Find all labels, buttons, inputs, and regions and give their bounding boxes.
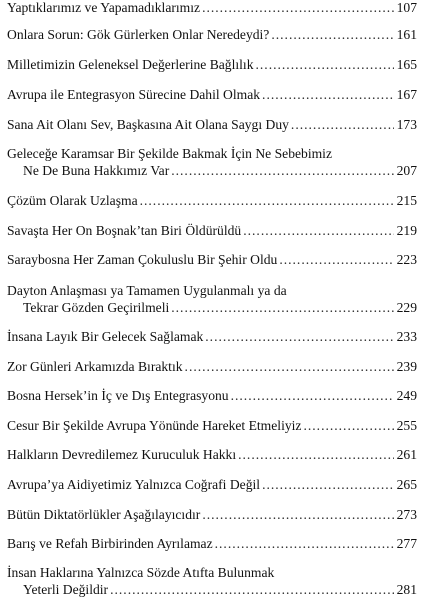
toc-line bbox=[7, 446, 417, 463]
toc-line bbox=[7, 564, 417, 581]
toc-entry bbox=[7, 192, 417, 209]
dot-leader bbox=[140, 192, 394, 209]
toc-page-number: 277 bbox=[396, 536, 417, 551]
toc-entry bbox=[7, 282, 417, 316]
dot-leader bbox=[215, 535, 394, 552]
toc-entry-title: Zor Günleri Arkamızda Bıraktık bbox=[7, 359, 183, 374]
toc-line bbox=[7, 192, 417, 209]
toc-page-number: 223 bbox=[396, 252, 417, 267]
toc-entry bbox=[7, 358, 417, 375]
toc-line bbox=[7, 251, 417, 268]
toc-page-number: 261 bbox=[396, 447, 417, 462]
toc-entry-title: Onlara Sorun: Gök Gürlerken Onlar Neredeydi? bbox=[7, 27, 270, 42]
dot-leader bbox=[202, 0, 394, 16]
toc-line bbox=[7, 222, 417, 239]
toc-page-number: 255 bbox=[396, 418, 417, 433]
toc-entry-title: Barış ve Refah Birbirinden Ayrılamaz bbox=[7, 536, 213, 551]
toc-page-number: 229 bbox=[396, 300, 417, 315]
toc-line bbox=[7, 358, 417, 375]
dot-leader bbox=[243, 222, 393, 239]
toc-page-number: 173 bbox=[396, 117, 417, 132]
toc-page-number: 165 bbox=[396, 57, 417, 72]
dot-leader bbox=[303, 417, 393, 434]
toc-page-number: 167 bbox=[396, 87, 417, 102]
toc-entry-title: Bosna Hersek’in İç ve Dış Entegrasyonu bbox=[7, 388, 229, 403]
toc-entry-title: Cesur Bir Şekilde Avrupa Yönünde Hareket Etmeliyiz bbox=[7, 418, 302, 433]
toc-entry bbox=[7, 328, 417, 345]
toc-entry-title: Avrupa’ya Aidiyetimiz Yalnızca Coğrafi Değil bbox=[7, 477, 261, 492]
dot-leader bbox=[205, 328, 393, 345]
toc-entry bbox=[7, 86, 417, 103]
toc-entry bbox=[7, 56, 417, 73]
toc-entry-title: Sana Ait Olanı Sev, Başkasına Ait Olana Saygı Duy bbox=[7, 117, 289, 132]
toc-entry bbox=[7, 476, 417, 493]
dot-leader bbox=[171, 299, 393, 316]
dot-leader bbox=[238, 446, 393, 463]
toc-page-number: 265 bbox=[396, 477, 417, 492]
toc-entry bbox=[7, 417, 417, 434]
dot-leader bbox=[271, 26, 393, 43]
dot-leader bbox=[291, 116, 394, 133]
toc-entry bbox=[7, 506, 417, 523]
toc-entry-title-continued: Tekrar Gözden Geçirilmeli bbox=[23, 300, 170, 315]
toc-line bbox=[7, 26, 417, 43]
toc-page-number: 249 bbox=[396, 388, 417, 403]
toc-entry bbox=[7, 387, 417, 404]
toc-page-number: 239 bbox=[396, 359, 417, 374]
toc-entry bbox=[7, 26, 417, 43]
toc-line bbox=[7, 145, 417, 162]
toc-line bbox=[7, 0, 417, 16]
toc-entry-title: İnsan Haklarına Yalnızca Sözde Atıfta Bulunmak bbox=[7, 565, 275, 580]
dot-leader bbox=[262, 86, 394, 103]
dot-leader bbox=[171, 162, 393, 179]
toc-page-number: 233 bbox=[396, 329, 417, 344]
toc-line bbox=[7, 581, 417, 598]
toc-entry-title: Dayton Anlaşması ya Tamamen Uygulanmalı ya da bbox=[7, 283, 287, 298]
toc-page-number: 207 bbox=[396, 163, 417, 178]
toc-entry-title: Geleceğe Karamsar Bir Şekilde Bakmak İçin Ne Sebebimiz bbox=[7, 146, 332, 161]
toc-entry-title: İnsana Layık Bir Gelecek Sağlamak bbox=[7, 329, 204, 344]
toc-line bbox=[7, 116, 417, 133]
toc-page-number: 281 bbox=[396, 582, 417, 597]
toc-entry bbox=[7, 116, 417, 133]
toc-line bbox=[7, 535, 417, 552]
toc-entry-title: Halkların Devredilemez Kuruculuk Hakkı bbox=[7, 447, 237, 462]
toc-line bbox=[7, 162, 417, 179]
toc-entry bbox=[7, 222, 417, 239]
toc-page-number: 161 bbox=[396, 27, 417, 42]
toc-entry-title: Çözüm Olarak Uzlaşma bbox=[7, 193, 138, 208]
toc-page-number: 273 bbox=[396, 507, 417, 522]
toc-page-number: 107 bbox=[396, 0, 417, 15]
toc-line bbox=[7, 56, 417, 73]
dot-leader bbox=[262, 476, 394, 493]
dot-leader bbox=[185, 358, 394, 375]
toc-entry-title: Yaptıklarımız ve Yapamadıklarımız bbox=[7, 0, 201, 15]
toc-entry-title-continued: Ne De Buna Hakkımız Var bbox=[23, 163, 170, 178]
toc-entry-title: Bütün Diktatörlükler Aşağılayıcıdır bbox=[7, 507, 201, 522]
dot-leader bbox=[256, 56, 394, 73]
toc-entry-title-continued: Yeterli Değildir bbox=[23, 582, 109, 597]
toc-entry-title: Saraybosna Her Zaman Çokuluslu Bir Şehir Oldu bbox=[7, 252, 278, 267]
toc-line bbox=[7, 328, 417, 345]
toc-page-number: 219 bbox=[396, 223, 417, 238]
toc-entry-title: Milletimizin Geleneksel Değerlerine Bağlılık bbox=[7, 57, 254, 72]
toc-line bbox=[7, 86, 417, 103]
toc-page-number: 215 bbox=[396, 193, 417, 208]
toc-line bbox=[7, 417, 417, 434]
toc-entry-title: Savaşta Her On Boşnak’tan Biri Öldürüldü bbox=[7, 223, 242, 238]
toc-line bbox=[7, 282, 417, 299]
toc-entry bbox=[7, 535, 417, 552]
toc-line bbox=[7, 299, 417, 316]
toc-line bbox=[7, 387, 417, 404]
dot-leader bbox=[110, 581, 394, 598]
dot-leader bbox=[231, 387, 394, 404]
toc-entry bbox=[7, 446, 417, 463]
toc-line bbox=[7, 506, 417, 523]
dot-leader bbox=[202, 506, 393, 523]
toc-entry-title: Avrupa ile Entegrasyon Sürecine Dahil Olmak bbox=[7, 87, 261, 102]
toc-entry bbox=[7, 145, 417, 179]
dot-leader bbox=[279, 251, 393, 268]
toc-entry bbox=[7, 564, 417, 598]
toc-entry bbox=[7, 0, 417, 16]
toc-line bbox=[7, 476, 417, 493]
toc-entry bbox=[7, 251, 417, 268]
